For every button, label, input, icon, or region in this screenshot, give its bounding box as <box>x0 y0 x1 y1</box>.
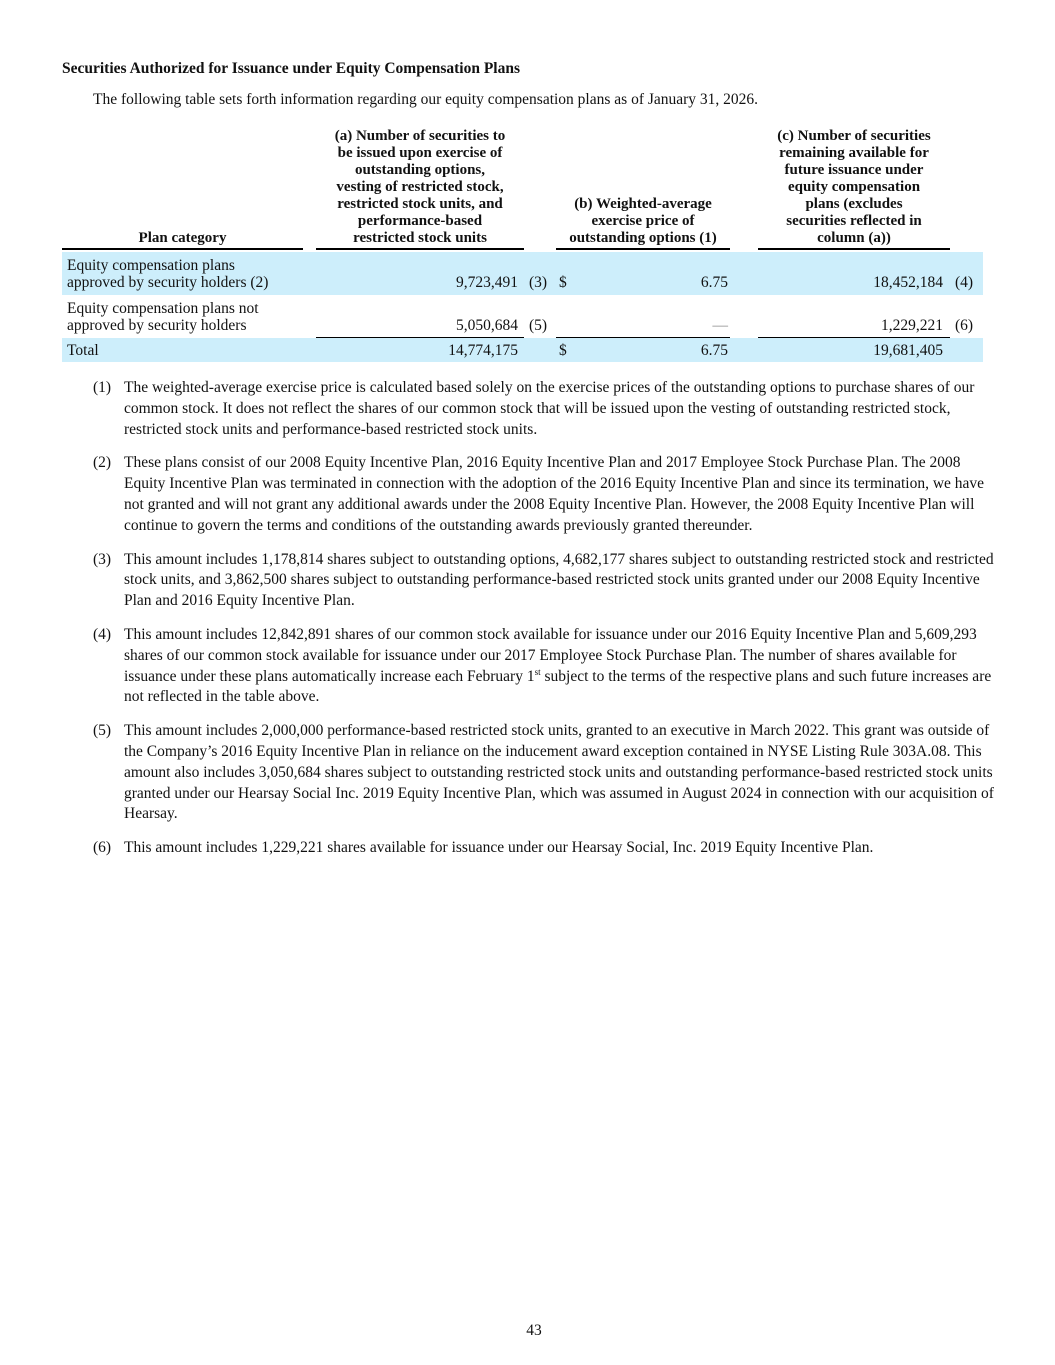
value-col-b: 6.75 <box>700 342 728 359</box>
footnote-ref-a: (3) <box>529 274 548 291</box>
footnote-4: (4) This amount includes 12,842,891 shares of our common stock available for issuance under our 2016 Equity Incentive Plan and 5,609,293 shares of our common stock available for issuance under our 2017 Employee Stock Purchase Plan. The number of shares available for issuance under these plans automatically increase each February 1st subject to the terms of the respective plans and such future increases are not reflected in the table above. <box>93 625 992 706</box>
value-col-a: 9,723,491 <box>456 274 518 291</box>
header-col-b: (b) Weighted-average exercise price of outstanding options (1) <box>556 196 730 250</box>
value-col-b: — <box>712 317 728 334</box>
equity-compensation-table <box>62 126 983 362</box>
footnotes <box>93 378 998 872</box>
table-row-total <box>62 338 983 362</box>
footnote-6: (6) This amount includes 1,229,221 shares available for issuance under our Hearsay Social, Inc. 2019 Equity Incentive Plan. <box>93 839 874 857</box>
page-number: 43 <box>526 1322 542 1339</box>
value-col-c: 19,681,405 <box>873 342 943 359</box>
header-col-a: (a) Number of securities to be issued upon exercise of outstanding options, vesting of restricted stock, restricted stock units, and performance-based restricted stock units <box>316 128 524 250</box>
currency-symbol: $ <box>559 342 567 359</box>
section-heading: Securities Authorized for Issuance under Equity Compensation Plans <box>62 60 521 77</box>
currency-symbol: $ <box>559 274 567 291</box>
value-col-c: 18,452,184 <box>873 274 943 291</box>
row-label: Equity compensation plans approved by security holders (2) <box>67 257 269 291</box>
footnote-ref-a: (5) <box>529 317 548 334</box>
row-label: Equity compensation plans not approved by security holders <box>67 300 259 334</box>
value-col-a: 14,774,175 <box>448 342 518 359</box>
footnote-3: (3) This amount includes 1,178,814 shares subject to outstanding options, 4,682,177 shares subject to outstanding restricted stock and restricted stock units, and 3,862,500 shares subject to outstanding performance-based restricted stock units granted under our 2008 Equity Incentive Plan and 2016 Equity Incentive Plan. <box>93 550 994 610</box>
footnote-5: (5) This amount includes 2,000,000 performance-based restricted stock units, granted to an executive in March 2022. This grant was outside of the Company’s 2016 Equity Incentive Plan in reliance on the inducement award exception contained in NYSE Listing Rule 303A.08. This amount also includes 3,050,684 shares subject to outstanding restricted stock units and outstanding performance-based restricted stock units granted under our Hearsay Social Inc. 2019 Equity Incentive Plan, which was assumed in August 2024 in connection with our acquisition of Hearsay. <box>93 722 994 823</box>
intro-paragraph: The following table sets forth information regarding our equity compensation plans as of January 31, 2026. <box>93 91 759 108</box>
table-row-not-approved <box>62 295 983 338</box>
footnote-ref-c: (4) <box>955 274 974 291</box>
footnote-ref-c: (6) <box>955 317 974 334</box>
footnote-1: (1) The weighted-average exercise price is calculated based solely on the exercise prices of the outstanding options to purchase shares of our common stock. It does not reflect the shares of our common stock that will be issued upon the vesting of outstanding restricted stock, restricted stock units and performance-based restricted stock units. <box>93 379 975 438</box>
table-row-approved <box>62 252 983 295</box>
footnote-2: (2) These plans consist of our 2008 Equity Incentive Plan, 2016 Equity Incentive Plan and 2017 Employee Stock Purchase Plan. The 2008 Equity Incentive Plan was terminated in connection with the adoption of the 2016 Equity Incentive Plan and since its termination, we have not granted and will not grant any additional awards under the 2008 Equity Incentive Plan. However, the 2008 Equity Incentive Plan will continue to govern the terms and conditions of the outstanding awards previously granted thereunder. <box>93 454 985 534</box>
row-label: Total <box>67 342 99 359</box>
value-col-b: 6.75 <box>700 274 728 291</box>
value-col-c: 1,229,221 <box>881 317 943 334</box>
table-header <box>62 126 983 252</box>
header-col-c: (c) Number of securities remaining available for future issuance under equity compensation plans (excludes securities reflected in column (a)) <box>758 128 950 250</box>
header-plan-category: Plan category <box>62 230 303 250</box>
value-col-a: 5,050,684 <box>456 317 518 334</box>
